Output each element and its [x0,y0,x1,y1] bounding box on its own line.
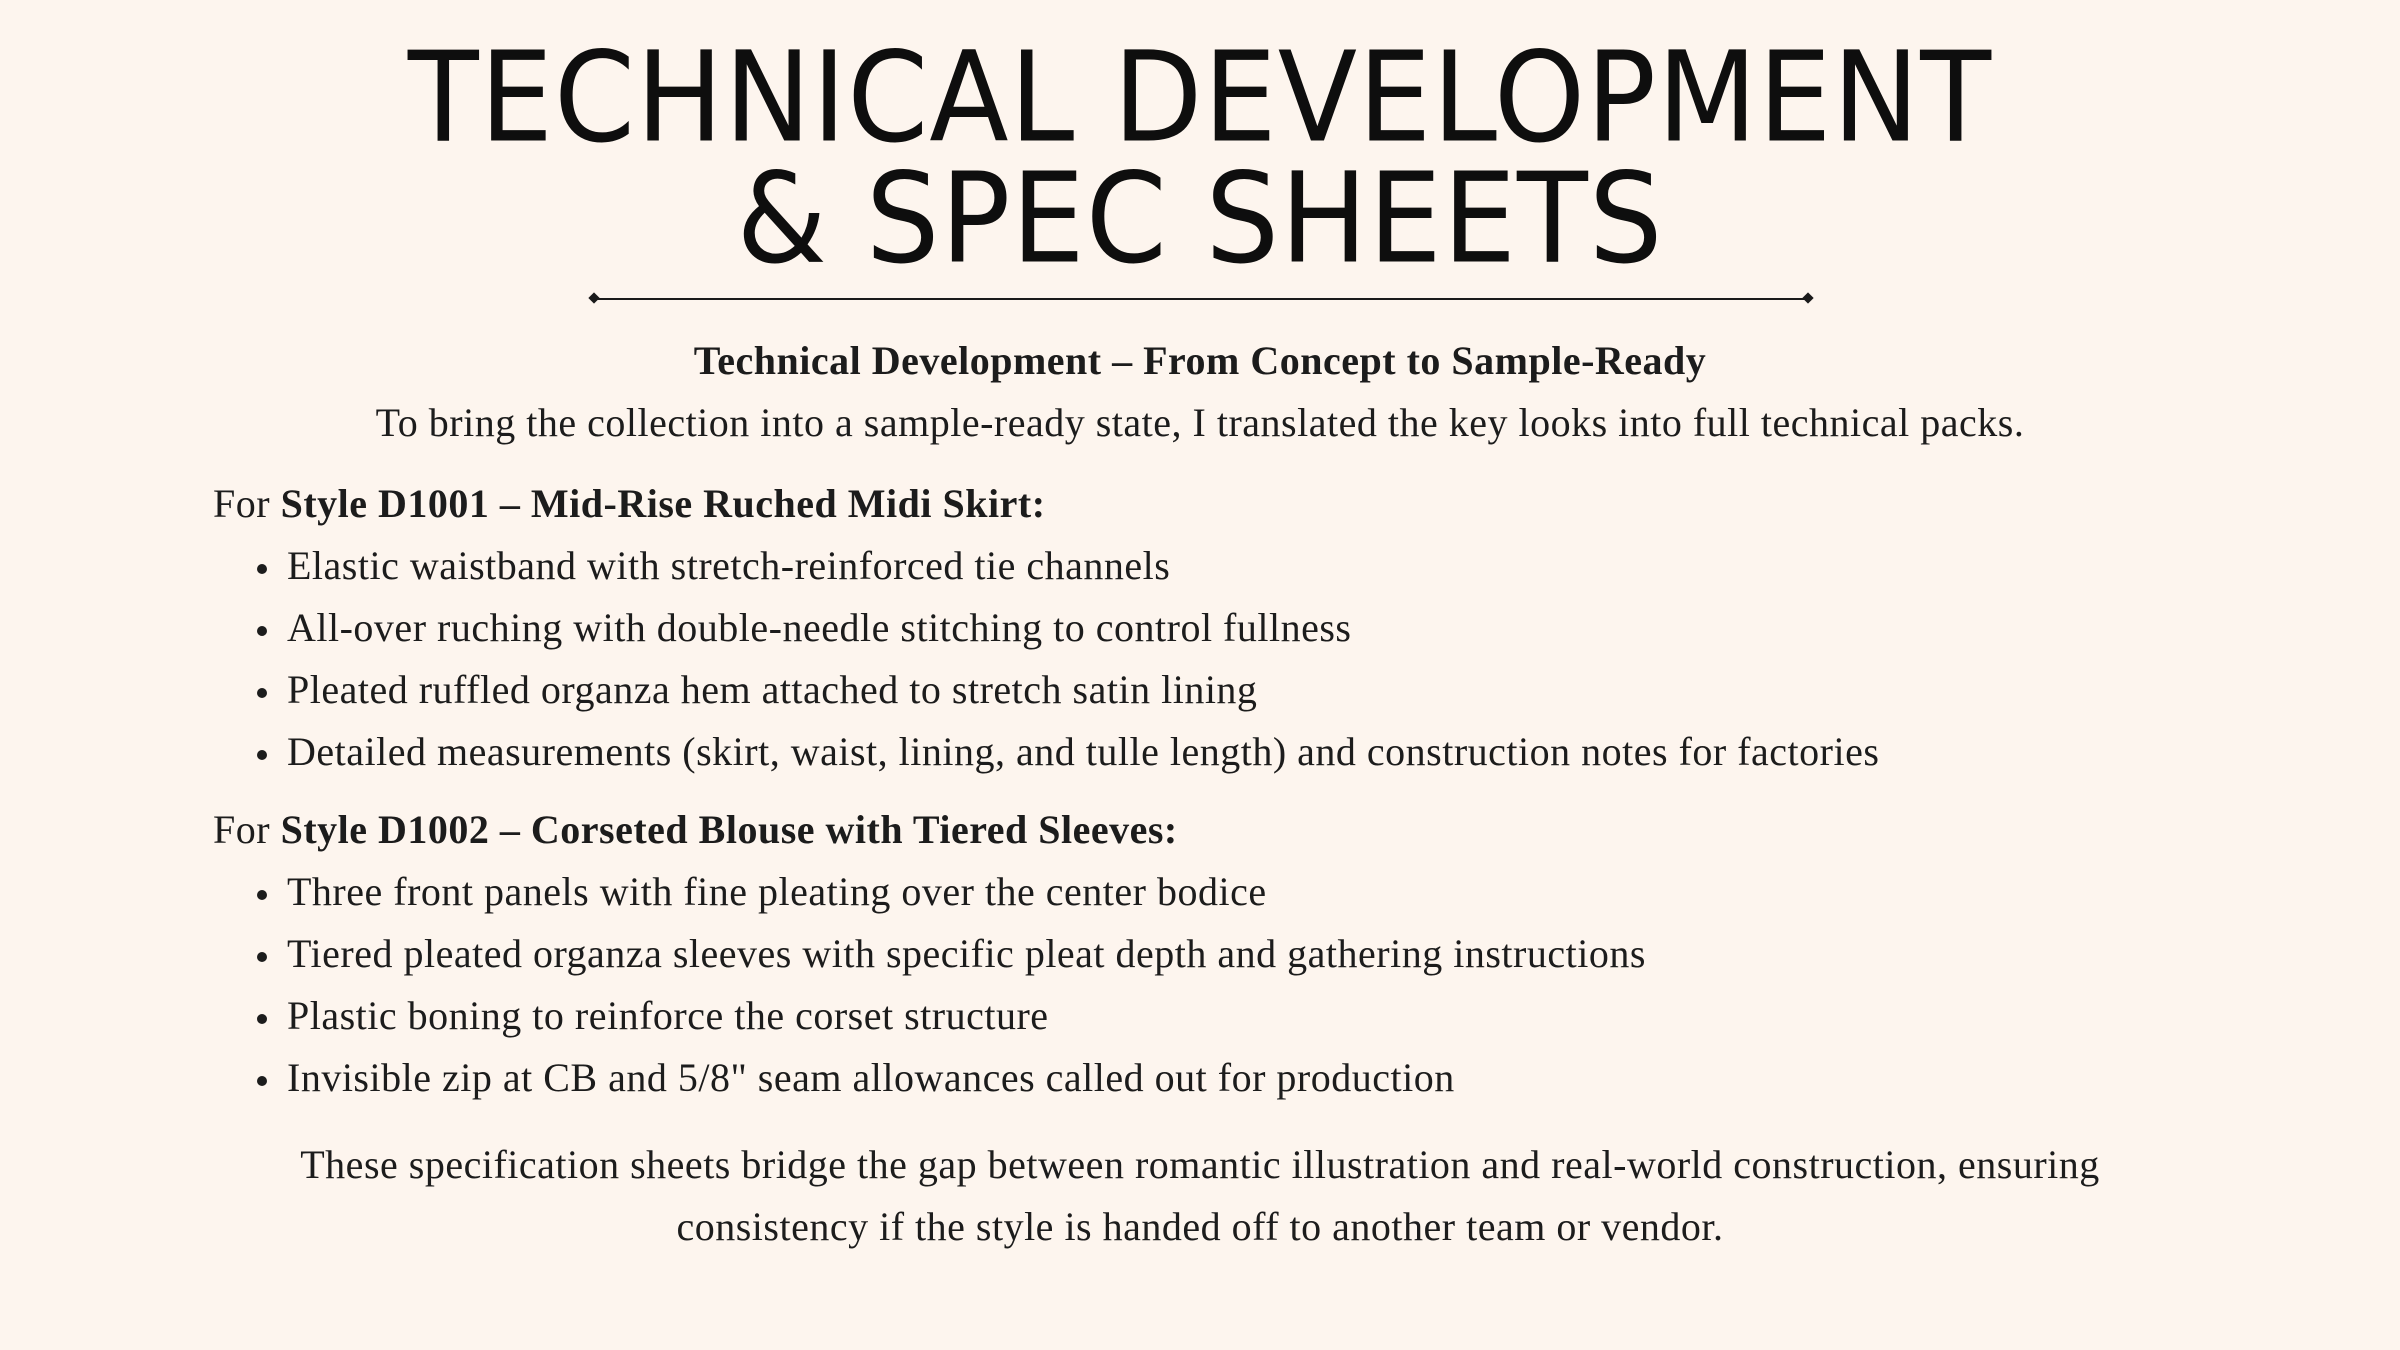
style-heading-prefix: For [213,481,281,526]
bullet-icon [257,688,267,698]
closing-line-2: consistency if the style is handed off to another team or vendor. [676,1204,1724,1249]
list-item-text: Detailed measurements (skirt, waist, lining, and tulle length) and construction notes for factories [287,729,1880,774]
spec-list [213,866,2213,1114]
list-item-text: Three front panels with fine pleating over the center bodice [287,869,1267,914]
style-heading [213,478,2213,530]
intro-paragraph: To bring the collection into a sample-ready state, I translated the key looks into full technical packs. [375,400,2025,445]
bullet-icon [257,564,267,574]
style-heading [213,804,2213,856]
style-heading-name: Style D1002 – Corseted Blouse with Tiered Sleeves: [280,807,1178,852]
page-title-line-1: TECHNICAL DEVELOPMENT [407,25,1993,171]
list-item [213,664,2213,726]
list-item [213,866,2213,928]
page-title-line-2: & SPEC SHEETS [736,146,1664,292]
title-divider [594,298,1808,300]
style-section-d1002 [213,804,2213,1114]
list-item [213,990,2213,1052]
bullet-icon [257,890,267,900]
bullet-icon [257,1014,267,1024]
list-item [213,726,2213,788]
bullet-icon [257,750,267,760]
list-item-text: Plastic boning to reinforce the corset structure [287,993,1049,1038]
list-item [213,928,2213,990]
style-section-d1001 [213,478,2213,788]
style-heading-name: Style D1001 – Mid-Rise Ruched Midi Skirt: [280,481,1046,526]
section-subtitle: Technical Development – From Concept to Sample-Ready [693,338,1707,383]
list-item-text: Elastic waistband with stretch-reinforced tie channels [287,543,1171,588]
style-heading-prefix: For [213,807,281,852]
closing-paragraph [0,1134,2400,1258]
page-title [0,25,2400,292]
list-item-text: Pleated ruffled organza hem attached to stretch satin lining [287,667,1258,712]
list-item-text: All-over ruching with double-needle stitching to control fullness [287,605,1352,650]
list-item [213,1052,2213,1114]
list-item-text: Invisible zip at CB and 5/8" seam allowances called out for production [287,1055,1455,1100]
bullet-icon [257,952,267,962]
bullet-icon [257,626,267,636]
bullet-icon [257,1076,267,1086]
spec-list [213,540,2213,788]
list-item [213,602,2213,664]
list-item-text: Tiered pleated organza sleeves with specific pleat depth and gathering instructions [287,931,1646,976]
list-item [213,540,2213,602]
closing-line-1: These specification sheets bridge the gap between romantic illustration and real-world construction, ensuring [300,1142,2100,1187]
